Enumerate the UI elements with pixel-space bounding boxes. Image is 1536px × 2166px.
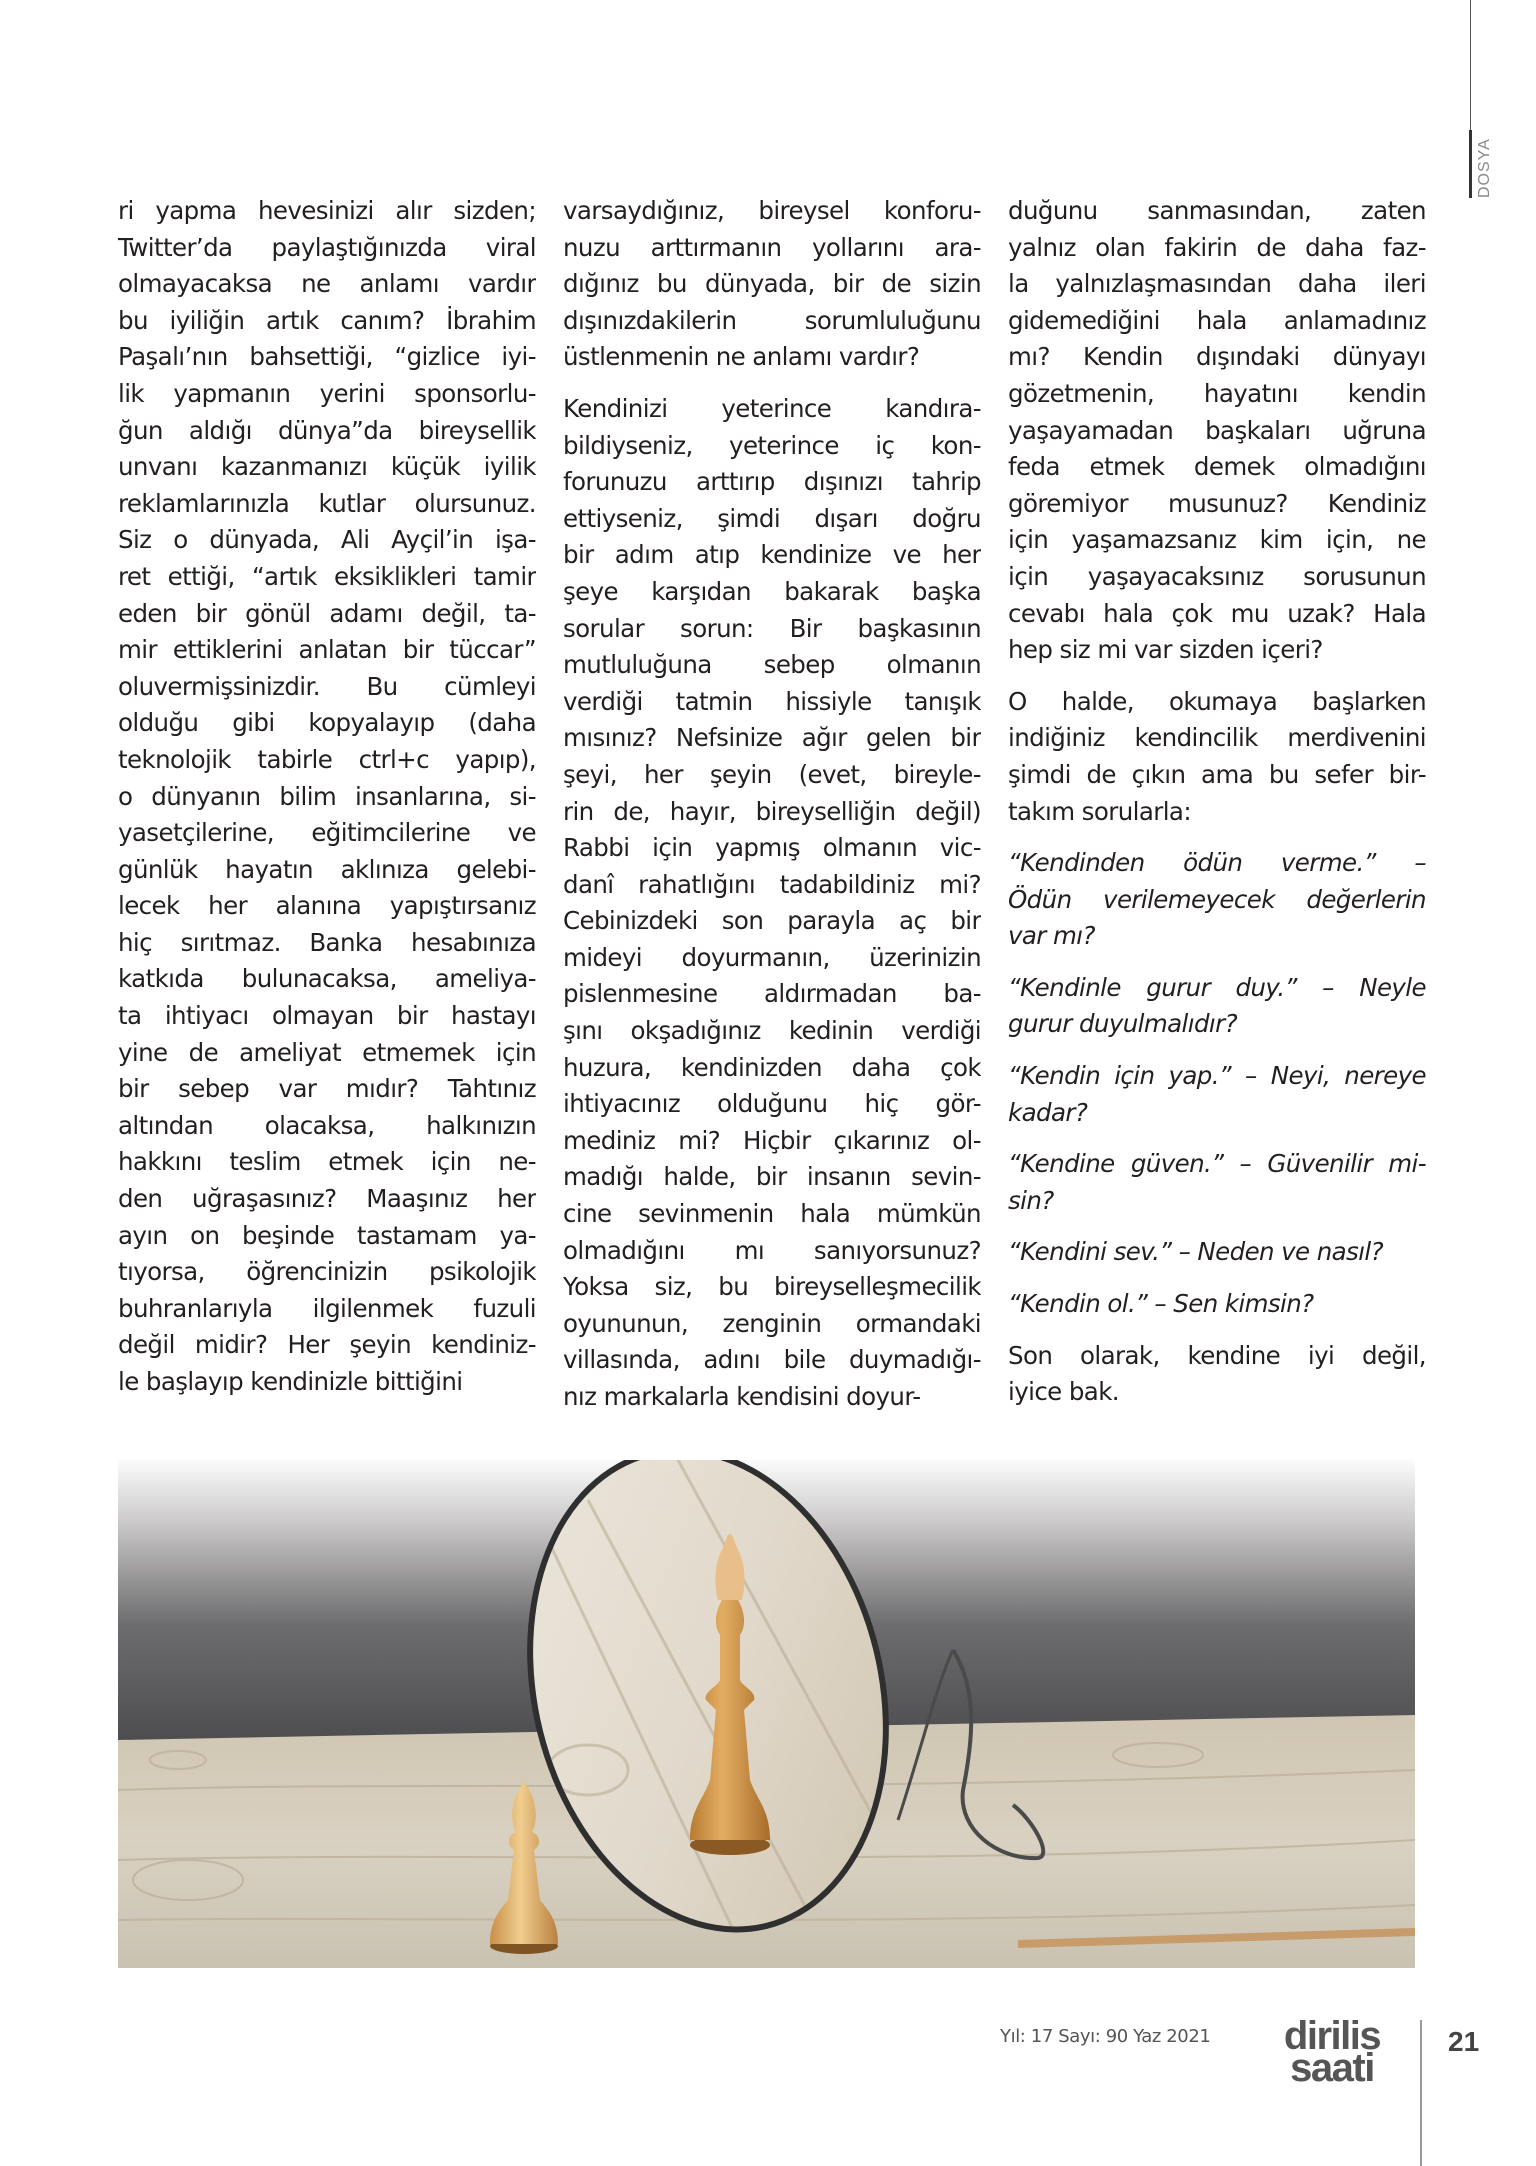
text-line: olduğu gibi kopyalayıp (daha	[118, 708, 536, 738]
logo-line-1: dirilis	[1283, 2014, 1381, 2058]
quote-paragraph	[1008, 1146, 1426, 1219]
quote-paragraph	[1008, 845, 1426, 955]
text-line: dığınız bu dünyada, bir de sizin	[563, 269, 981, 299]
paragraph	[1008, 193, 1426, 669]
text-line: mısınız? Nefsinize ağır gelen bir	[563, 723, 981, 753]
text-line: Twitter’da paylaştığınızda viral	[118, 232, 536, 262]
text-line: yalnız olan fakirin de daha faz-	[1008, 232, 1426, 262]
text-line: huzura, kendinizden daha çok	[563, 1052, 981, 1082]
text-line: altından olacaksa, halkınızın	[118, 1110, 536, 1140]
text-line: hakkını teslim etmek için ne-	[118, 1147, 536, 1177]
text-line: lecek her alanına yapıştırsanız	[118, 891, 536, 921]
mirror-chess-illustration	[118, 1460, 1415, 1968]
text-line: o dünyanın bilim insanlarına, si-	[118, 781, 536, 811]
quote-paragraph	[1008, 1286, 1426, 1323]
text-line: den uğraşasınız? Maaşınız her	[118, 1184, 536, 1214]
text-line: forunuzu arttırıp dışınızı tahrip	[563, 467, 981, 497]
text-line: şeye karşıdan bakarak başka	[563, 576, 981, 606]
text-line: feda etmek demek olmadığını	[1008, 452, 1426, 482]
text-line: için yaşamazsanız kim için, ne	[1008, 525, 1426, 555]
text-line: teknolojik tabirle ctrl+c yapıp),	[118, 744, 536, 774]
section-marker	[1469, 130, 1472, 198]
text-line: “Kendin ol.” – Sen kimsin?	[1008, 1289, 1314, 1319]
text-line: “Kendin için yap.” – Neyi, nereye	[1008, 1061, 1426, 1091]
magazine-logo	[1262, 2014, 1402, 2090]
paragraph	[563, 391, 981, 1416]
text-line: yine de ameliyat etmemek için	[118, 1037, 536, 1067]
text-line: indiğiniz kendincilik merdivenini	[1008, 723, 1426, 753]
text-line: bir sebep var mıdır? Tahtınız	[118, 1074, 536, 1104]
text-line: tıyorsa, öğrencinizin psikolojik	[118, 1257, 536, 1287]
text-line: “Kendinden ödün verme.” –	[1008, 848, 1426, 878]
text-line: değil midir? Her şeyin kendiniz-	[118, 1330, 536, 1360]
text-line: Yoksa siz, bu bireyselleşmecilik	[563, 1272, 981, 1302]
text-line: danî rahatlığını tadabildiniz mi?	[563, 869, 981, 899]
footer-rule	[1420, 2020, 1422, 2166]
text-line: olmayacaksa ne anlamı vardır	[118, 269, 536, 299]
text-line: için yaşayacaksınız sorusunun	[1008, 561, 1426, 591]
text-line: kadar?	[1008, 1097, 1088, 1127]
text-line: duğunu sanmasından, zaten	[1008, 196, 1426, 225]
text-line: günlük hayatın aklınıza gelebi-	[118, 854, 536, 884]
text-line: iyice bak.	[1008, 1377, 1119, 1407]
text-line: Son olarak, kendine iyi değil,	[1008, 1340, 1426, 1370]
section-label-text: DOSYA	[1476, 138, 1493, 198]
text-line: yaşayamadan başkaları uğruna	[1008, 415, 1426, 445]
text-line: ta ihtiyacı olmayan bir hastayı	[118, 1001, 536, 1031]
text-line: bir adım atıp kendinize ve her	[563, 540, 981, 570]
text-line: gurur duyulmalıdır?	[1008, 1009, 1237, 1039]
article-column-2	[563, 193, 981, 1431]
text-line: şimdi de çıkın ama bu sefer bir-	[1008, 759, 1426, 789]
text-line: cevabı hala çok mu uzak? Hala	[1008, 598, 1426, 628]
text-line: mir ettiklerini anlatan bir tüccar”	[118, 635, 536, 665]
text-line: bildiyseniz, yeterince iç kon-	[563, 430, 981, 460]
text-line: lik yapmanın yerini sponsorlu-	[118, 378, 536, 408]
text-line: varsaydığınız, bireysel konforu-	[563, 196, 981, 225]
text-line: “Kendini sev.” – Neden ve nasıl?	[1008, 1237, 1384, 1267]
text-line: O halde, okumaya başlarken	[1008, 686, 1426, 716]
text-line: mutluluğuna sebep olmanın	[563, 650, 981, 680]
text-line: ayın on beşinde tastamam ya-	[118, 1220, 536, 1250]
text-line: ret ettiği, “artık eksiklikleri tamir	[118, 561, 536, 591]
text-line: yasetçilerine, eğitimcilerine ve	[118, 818, 536, 848]
text-line: ihtiyacınız olduğunu hiç gör-	[563, 1089, 981, 1119]
text-line: mediniz mi? Hiçbir çıkarınız ol-	[563, 1125, 981, 1155]
issue-info: Yıl: 17 Sayı: 90 Yaz 2021	[1000, 2026, 1211, 2047]
paragraph	[1008, 1338, 1426, 1411]
text-line: üstlenmenin ne anlamı vardır?	[563, 342, 920, 372]
article-column-3	[1008, 193, 1426, 1426]
text-line: olmadığını mı sanıyorsunuz?	[563, 1235, 981, 1265]
text-line: madığı halde, bir insanın sevin-	[563, 1162, 981, 1192]
text-line: mideyi doyurmanın, üzerinizin	[563, 942, 981, 972]
text-line: sin?	[1008, 1185, 1054, 1215]
text-line: nuzu arttırmanın yollarını ara-	[563, 232, 981, 262]
text-line: Siz o dünyada, Ali Ayçil’in işa-	[118, 525, 536, 555]
text-line: ettiyseniz, şimdi dışarı doğru	[563, 503, 981, 533]
text-line: göremiyor musunuz? Kendiniz	[1008, 488, 1426, 518]
text-line: “Kendine güven.” – Güvenilir mi-	[1008, 1149, 1426, 1179]
text-line: Paşalı’nın bahsettiği, “gizlice iyi-	[118, 342, 536, 372]
text-line: reklamlarınızla kutlar olursunuz.	[118, 488, 536, 518]
text-line: sorular sorun: Bir başkasının	[563, 613, 981, 643]
text-line: oluvermişsinizdir. Bu cümleyi	[118, 671, 536, 701]
text-line: unvanı kazanmanızı küçük iyilik	[118, 452, 536, 482]
text-line: katkıda bulunacaksa, ameliya-	[118, 964, 536, 994]
article-column-1	[118, 193, 536, 1416]
text-line: şeyi, her şeyin (evet, bireyle-	[563, 759, 981, 789]
text-line: Cebinizdeki son parayla aç bir	[563, 906, 981, 936]
logo-line-2: saati	[1290, 2046, 1374, 2090]
text-line: gidemediğini hala anlamadınız	[1008, 305, 1426, 335]
text-line: ğun aldığı dünya”da bireysellik	[118, 415, 536, 445]
text-line: dışınızdakilerin sorumluluğunu	[563, 305, 981, 335]
text-line: le başlayıp kendinizle bittiğini	[118, 1367, 463, 1396]
text-line: mı? Kendin dışındaki dünyayı	[1008, 342, 1426, 372]
text-line: ri yapma hevesinizi alır sizden;	[118, 196, 536, 225]
section-label	[1476, 128, 1498, 198]
text-line: şını okşadığınız kedinin verdiği	[563, 1016, 981, 1046]
text-line: bu iyiliğin artık canım? İbrahim	[118, 305, 536, 335]
text-line: verdiği tatmin hissiyle tanışık	[563, 686, 981, 716]
text-line: nız markalarla kendisini doyur-	[563, 1382, 921, 1411]
quote-paragraph	[1008, 1058, 1426, 1131]
text-line: hep siz mi var sizden içeri?	[1008, 635, 1323, 665]
quote-paragraph	[1008, 1234, 1426, 1271]
article-photo	[118, 1460, 1415, 1968]
paragraph	[118, 193, 536, 1401]
text-line: cine sevinmenin hala mümkün	[563, 1199, 981, 1229]
page-number: 21	[1448, 2026, 1480, 2057]
quote-paragraph	[1008, 970, 1426, 1043]
text-line: buhranlarıyla ilgilenmek fuzuli	[118, 1293, 536, 1323]
text-line: hiç sırıtmaz. Banka hesabınıza	[118, 927, 536, 957]
text-line: la yalnızlaşmasından daha ileri	[1008, 269, 1426, 299]
text-line: takım sorularla:	[1008, 796, 1191, 826]
text-line: “Kendinle gurur duy.” – Neyle	[1008, 972, 1426, 1002]
paragraph	[1008, 684, 1426, 830]
text-line: oyununun, zenginin ormandaki	[563, 1308, 981, 1338]
text-line: pislenmesine aldırmadan ba-	[563, 979, 981, 1009]
text-line: Kendinizi yeterince kandıra-	[563, 393, 981, 423]
text-line: Ödün verilemeyecek değerlerin	[1008, 884, 1426, 914]
text-line: Rabbi için yapmış olmanın vic-	[563, 833, 981, 863]
text-line: var mı?	[1008, 921, 1095, 951]
text-line: villasında, adını bile duymadığı-	[563, 1345, 981, 1375]
paragraph	[563, 193, 981, 376]
text-line: eden bir gönül adamı değil, ta-	[118, 598, 536, 628]
text-line: rin de, hayır, bireyselliğin değil)	[563, 796, 981, 826]
text-line: gözetmenin, hayatını kendin	[1008, 378, 1426, 408]
